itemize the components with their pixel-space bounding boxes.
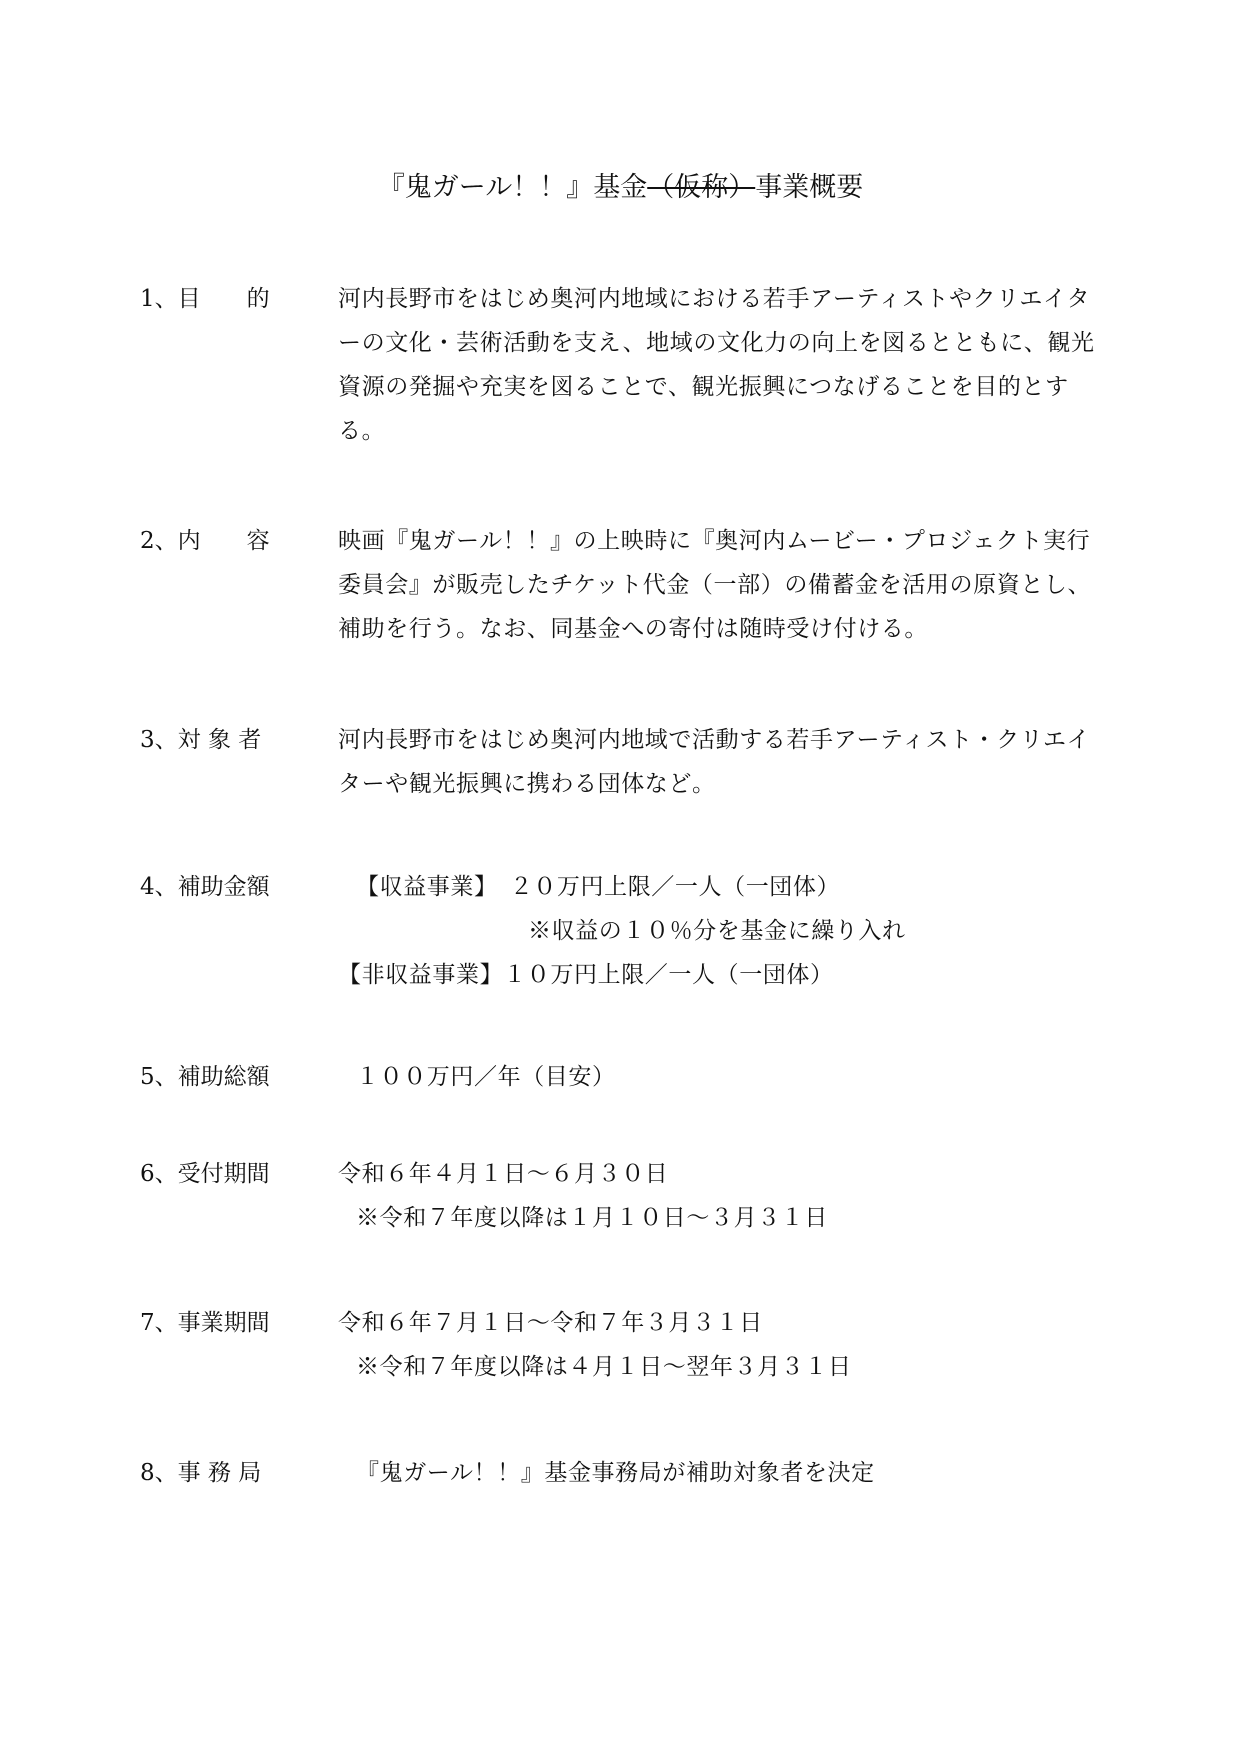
- project-period-line: 令和６年７月１日～令和７年３月３１日: [338, 1310, 763, 1336]
- section-text: [338, 718, 1098, 806]
- section-label: 3、対 象 者: [140, 727, 262, 753]
- section-text: [338, 519, 1098, 651]
- project-period-note: ※令和７年度以降は４月１日～翌年３月３１日: [356, 1354, 852, 1380]
- profit-note-line: ※収益の１０％分を基金に繰り入れ: [528, 918, 906, 944]
- target-text: 河内長野市をはじめ奥河内地域で活動する若手アーティスト・クリエイターや観光振興に携わる団体など。: [338, 727, 1091, 797]
- section-label: 2、内 容: [140, 528, 270, 554]
- section-label: 8、事 務 局: [140, 1460, 262, 1486]
- secretariat-text: 『鬼ガール！！』基金事務局が補助対象者を決定: [356, 1460, 875, 1486]
- reception-period-line: 令和６年４月１日～６月３０日: [338, 1161, 669, 1187]
- section-text: [338, 1152, 1098, 1240]
- section-label: 5、補助総額: [140, 1064, 270, 1090]
- title-struck-text: （仮称）: [647, 172, 756, 203]
- reception-period-note: ※令和７年度以降は１月１０日～３月３１日: [356, 1205, 828, 1231]
- document-title: [0, 165, 1241, 204]
- section-text: [338, 1055, 1098, 1099]
- title-main: 『鬼ガール！！』基金: [377, 172, 648, 203]
- section-text: [338, 1451, 1098, 1495]
- section-text: [338, 277, 1098, 453]
- section-text: [338, 1301, 1098, 1389]
- profit-business-line: 【収益事業】 ２０万円上限／一人（一団体）: [356, 874, 841, 900]
- title-suffix: 事業概要: [755, 172, 864, 203]
- purpose-text: 河内長野市をはじめ奥河内地域における若手アーティストやクリエイターの文化・芸術活動を支え、地域の文化力の向上を図るとともに、観光資源の発掘や充実を図ることで、観光振興につなげることを目的とする。: [338, 286, 1095, 444]
- section-label: 6、受付期間: [140, 1161, 270, 1187]
- nonprofit-business-line: 【非収益事業】１０万円上限／一人（一団体）: [338, 962, 834, 988]
- section-label: 1、目 的: [140, 286, 270, 312]
- section-label: 7、事業期間: [140, 1310, 270, 1336]
- content-text: 映画『鬼ガール！！』の上映時に『奥河内ムービー・プロジェクト実行委員会』が販売したチケット代金（一部）の備蓄金を活用の原資とし、補助を行う。なお、同基金への寄付は随時受け付ける。: [338, 528, 1092, 642]
- section-label: 4、補助金額: [140, 874, 270, 900]
- section-text: [338, 865, 1098, 997]
- total-amount-text: １００万円／年（目安）: [356, 1064, 616, 1090]
